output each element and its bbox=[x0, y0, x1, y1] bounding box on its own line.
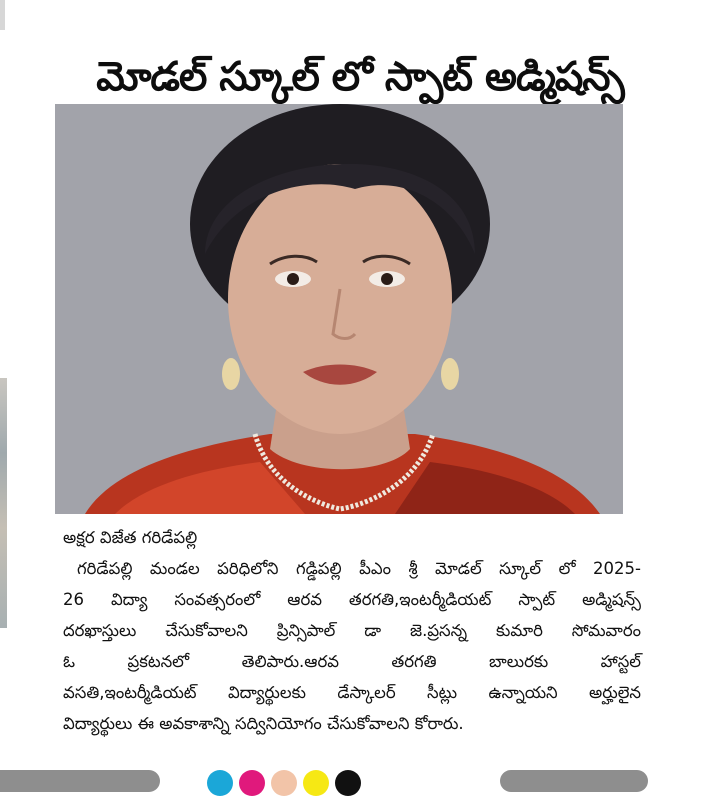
article-line: ఓ ప్రకటనలో తెలిపారు.ఆరవ తరగతి బాలురకు హాస్టల్ bbox=[63, 652, 641, 671]
article-line: దరఖాస్తులు చేసుకోవాలని ప్రిన్సిపాల్ డా జె.ప్రసన్న కుమారి సోమవారం bbox=[63, 621, 641, 640]
article-line: 26 విద్యా సంవత్సరంలో ఆరవ తరగతి,ఇంటర్మీడియట్ స్పాట్ అడ్మిషన్స్ bbox=[63, 590, 641, 609]
adjacent-clipping-edge-top bbox=[0, 0, 5, 30]
article-line: వసతి,ఇంటర్మీడియట్ విద్యార్థులకు డేస్కాలర్ సీట్లు ఉన్నాయని అర్హులైన bbox=[63, 683, 641, 702]
article-body bbox=[63, 522, 641, 739]
headline: మోడల్ స్కూల్ లో స్పాట్ అడ్మిషన్స్ bbox=[96, 53, 624, 100]
registration-dot-yellow bbox=[303, 770, 329, 796]
article-line: విద్యార్థులు ఈ అవకాశాన్ని సద్వినియోగం చేసుకోవాలని కోరారు. bbox=[63, 714, 464, 733]
registration-dot-magenta bbox=[239, 770, 265, 796]
article-line: గరిడేపల్లి మండల పరిధిలోని గడ్డిపల్లి పీఎం శ్రీ మోడల్ స్కూల్ లో 2025- bbox=[77, 559, 641, 578]
color-registration-marks bbox=[207, 770, 361, 796]
registration-dot-cyan bbox=[207, 770, 233, 796]
portrait-illustration bbox=[55, 104, 623, 514]
article-photo bbox=[55, 104, 623, 514]
print-bar-left bbox=[0, 770, 160, 792]
adjacent-clipping-edge bbox=[0, 378, 7, 628]
registration-dot-skin bbox=[271, 770, 297, 796]
byline: అక్షర విజేత గరిడేపల్లి bbox=[63, 528, 198, 547]
print-bar-right bbox=[500, 770, 648, 792]
registration-dot-black bbox=[335, 770, 361, 796]
